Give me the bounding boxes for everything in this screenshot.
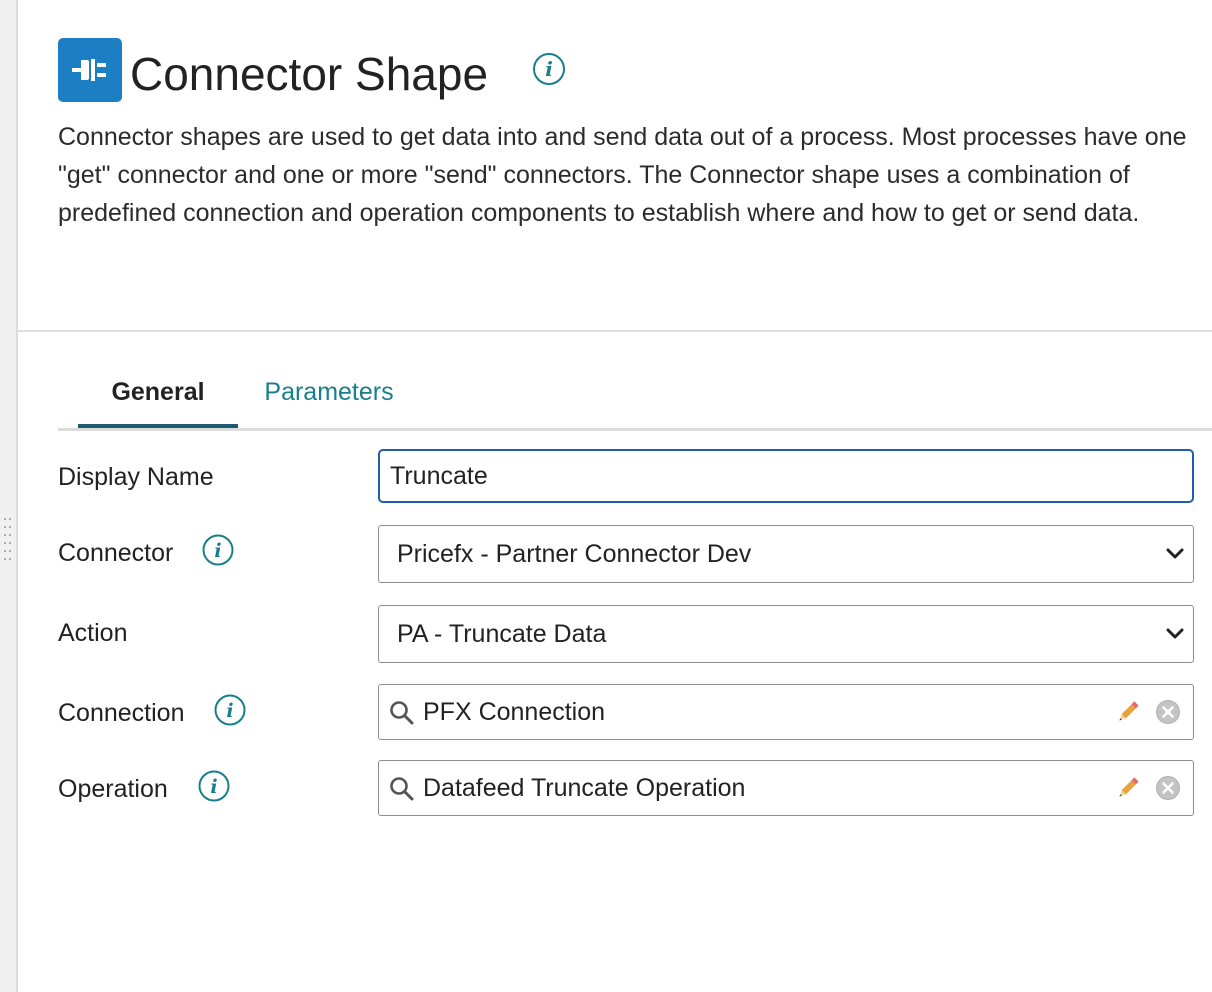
info-icon[interactable]	[202, 534, 234, 566]
action-select-value: PA - Truncate Data	[397, 620, 607, 648]
connection-lookup[interactable]	[378, 684, 1194, 740]
search-icon	[389, 776, 415, 802]
operation-value: Datafeed Truncate Operation	[423, 774, 746, 802]
operation-lookup[interactable]	[378, 760, 1194, 816]
connector-label: Connector	[58, 539, 174, 567]
info-icon[interactable]	[214, 694, 246, 726]
action-select[interactable]	[378, 605, 1194, 663]
action-label: Action	[58, 619, 128, 647]
display-name-label: Display Name	[58, 463, 214, 491]
operation-label: Operation	[58, 775, 168, 803]
connector-plug-icon	[58, 38, 122, 102]
page-title: Connector Shape	[130, 48, 489, 100]
connection-value: PFX Connection	[423, 698, 606, 726]
info-icon[interactable]	[532, 52, 566, 91]
clear-icon[interactable]	[1155, 699, 1181, 725]
tab-general[interactable]: General	[78, 362, 238, 422]
connector-select-value: Pricefx - Partner Connector Dev	[397, 540, 752, 568]
resize-grip-icon[interactable]	[4, 518, 12, 562]
connector-select[interactable]	[378, 525, 1194, 583]
svg-text:i: i	[214, 540, 222, 562]
tab-parameters[interactable]: Parameters	[264, 378, 394, 406]
svg-text:i: i	[545, 57, 553, 81]
chevron-down-icon	[1165, 626, 1185, 642]
pencil-edit-icon[interactable]	[1115, 699, 1141, 725]
pencil-edit-icon[interactable]	[1115, 775, 1141, 801]
search-icon	[389, 700, 415, 726]
info-icon[interactable]	[198, 770, 230, 802]
clear-icon[interactable]	[1155, 775, 1181, 801]
shape-description: Connector shapes are used to get data into and send data out of a process. Most processes have one "get" connector and one or more "send" connectors. The Connector shape uses a combination of predefined connection and operation components to establish where and how to get or send data.	[58, 123, 1187, 227]
left-resize-rail[interactable]	[0, 0, 18, 992]
section-divider	[18, 330, 1212, 332]
svg-text:i: i	[210, 776, 218, 798]
display-name-input[interactable]	[378, 449, 1194, 503]
tab-bar	[58, 362, 1212, 431]
connection-label: Connection	[58, 699, 185, 727]
chevron-down-icon	[1165, 546, 1185, 562]
svg-text:i: i	[226, 700, 234, 722]
